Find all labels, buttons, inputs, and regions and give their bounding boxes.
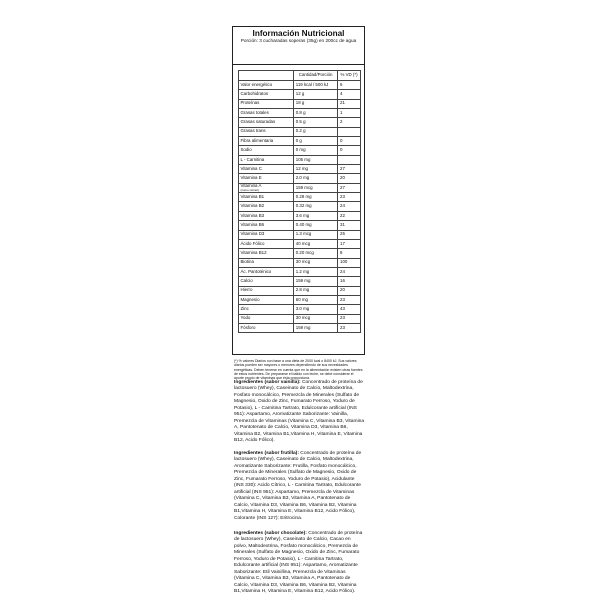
nutrient-name-text: Sodio [240, 147, 252, 153]
table-row [239, 202, 361, 211]
nutrient-name-text: Grasas trans [240, 128, 266, 134]
nutrient-name-text: Vitamina D3 [240, 231, 265, 237]
ingredients-label: Ingredientes (sabor vainilla): [234, 380, 301, 385]
nutrient-vd: 22 [338, 211, 361, 220]
nutrient-name [239, 323, 294, 332]
nutrient-name [239, 118, 294, 127]
nutrient-amount: 159 mg [294, 323, 338, 332]
ingredients-chocolate [234, 531, 365, 596]
nutrient-name-text: Biotina [240, 259, 254, 265]
nutrient-name-text: Fibra alimentaria [240, 137, 274, 143]
nutrient-vd: 43 [338, 305, 361, 314]
table-row [239, 109, 361, 118]
nutrient-vd: 21 [338, 99, 361, 108]
nutrient-amount: 0.5 g [294, 118, 338, 127]
nutrient-vd: 23 [338, 314, 361, 323]
nutrient-amount: 0.8 g [294, 109, 338, 118]
nutrient-name-text: Valor energético [240, 81, 273, 87]
nutrient-name-text: Zinc [240, 306, 249, 312]
nutrient-name-text: Yodo [240, 315, 251, 321]
nutrient-amount: 2.0 mg [294, 174, 338, 183]
nutrient-amount: 18 g [294, 99, 338, 108]
ingredients-text: Concentrado de proteína de lactosuero (Whey), Caseinato de Calcio, Maltodextrina, Fosfato monocálcico, Premezcla de Minerales (Sulfato de Magnesio, Oxido de Zinc, Fumarato Ferroso, Yoduro de Potasio), L - Carnitina Tartrato, Edulcorante artificial (INS 951): Aspartamo, Aromatizante Saborizante: Vainilla, Premezcla de Vitaminas (Vitamina C, Vitamina B3, Vitamina A, Pantotenato de Calcio, Vitamina D3, Vitamina B6, Vitamina B2, Vitamina B1,Vitamina H, Vitamina E, Vitamina B12, Acido Fólico). [234, 380, 365, 444]
header-vd: % VD (*) [338, 71, 361, 81]
nutrient-vd: 4 [338, 90, 361, 99]
nutrient-name-text: Ác. Pantoténico [240, 268, 272, 274]
table-row [239, 193, 361, 202]
nutrient-amount: 0.2 g [294, 127, 338, 136]
table-row [239, 314, 361, 323]
nutrient-amount: 159 mcg [294, 183, 338, 192]
table-row [239, 267, 361, 276]
nutrient-name-text: Vitamina A [240, 183, 262, 189]
nutrient-name [239, 193, 294, 202]
table-row [239, 277, 361, 286]
nutrient-name [239, 90, 294, 99]
portion-text: Porción: 3 cucharadas soperas (35g) en 200cc de agua [240, 38, 357, 43]
table-row [239, 174, 361, 183]
nutrient-name-text: Vitamina E [240, 175, 262, 181]
table-row [239, 323, 361, 332]
nutrient-vd: 2 [338, 118, 361, 127]
header-empty-cell [239, 71, 294, 81]
nutrient-name [239, 183, 294, 192]
nutrient-amount: 12 mg [294, 165, 338, 174]
nutrient-vd: 6 [338, 81, 361, 90]
nutrient-name [239, 155, 294, 164]
nutrient-name [239, 295, 294, 304]
nutrient-subtext: (como retinol) [240, 187, 259, 192]
nutrient-vd: 17 [338, 239, 361, 248]
ingredients-label: Ingredientes (sabor frutilla): [234, 451, 299, 456]
nutrient-name [239, 109, 294, 118]
table-row [239, 295, 361, 304]
nutrient-amount: 30 mcg [294, 258, 338, 267]
nutrient-vd: 27 [338, 165, 361, 174]
nutrient-amount: 159 mg [294, 277, 338, 286]
nutrition-facts-box [232, 26, 365, 355]
nutrient-vd: 24 [338, 267, 361, 276]
nutrient-name [239, 277, 294, 286]
nutrient-name-text: Hierro [240, 287, 253, 293]
table-row [239, 221, 361, 230]
table-row [239, 90, 361, 99]
nutrient-amount: 1.3 mcg [294, 230, 338, 239]
nutrient-vd [338, 127, 361, 136]
nutrient-name [239, 267, 294, 276]
nutrient-name [239, 174, 294, 183]
nutrient-amount: 1.2 mg [294, 267, 338, 276]
nutrient-name [239, 165, 294, 174]
footnote: (*) % valores Diarios con base a una dieta de 2000 kcal o 8400 kJ. Sus valores diarios pueden ser mayores o menores dependiendo de sus necesidades energéticas. Deben tenerse en cuenta que en la alimentación existen otras fuentes de estos nutrientes. De prepararse el batido con leche, se debe considerar el aporte propio de vitaminas que ésta proporciona. [234, 359, 363, 381]
nutrient-name [239, 305, 294, 314]
nutrient-name [239, 258, 294, 267]
nutrient-name [239, 230, 294, 239]
table-row [239, 155, 361, 164]
nutrient-name [239, 221, 294, 230]
nutrient-name [239, 127, 294, 136]
table-row [239, 99, 361, 108]
nutrient-name [239, 146, 294, 155]
table-row [239, 127, 361, 136]
nutrient-amount: 119 kcal / 500 kJ [294, 81, 338, 90]
nutrient-vd [338, 155, 361, 164]
nutrient-name-text: Proteínas [240, 100, 260, 106]
nutrient-name-text: Magnesio [240, 296, 260, 302]
ingredients-vanilla [234, 380, 365, 445]
nutrient-amount: 0 g [294, 137, 338, 146]
table-row [239, 165, 361, 174]
table-row [239, 118, 361, 127]
nutrient-name [239, 314, 294, 323]
nutrient-name [239, 249, 294, 258]
nutrient-name [239, 137, 294, 146]
nutrient-vd: 23 [338, 295, 361, 304]
nutrient-amount: 0 mg [294, 146, 338, 155]
table-row [239, 146, 361, 155]
table-row [239, 239, 361, 248]
nutrient-vd: 8 [338, 249, 361, 258]
nutrient-name [239, 202, 294, 211]
nutrient-name-text: Vitamina C [240, 165, 262, 171]
nutrient-name-text: Vitamina B6 [240, 221, 265, 227]
nutrient-name-text: Vitamina B3 [240, 212, 265, 218]
nutrient-amount: 40 mcg [294, 239, 338, 248]
header-amount: Cantidad/Porción [294, 71, 338, 81]
nutrient-vd: 16 [338, 277, 361, 286]
nutrient-amount: 3.6 mg [294, 211, 338, 220]
nutrient-name-text: L - Carnitina [240, 156, 265, 162]
table-row [239, 305, 361, 314]
nutrient-amount: 0.20 mcg [294, 249, 338, 258]
nutrient-amount: 3.0 mg [294, 305, 338, 314]
nutrient-vd: 27 [338, 183, 361, 192]
table-row [239, 249, 361, 258]
nutrition-title: Información Nutricional [252, 29, 345, 38]
nutrient-vd: 20 [338, 286, 361, 295]
nutrient-amount: 0.28 mg [294, 193, 338, 202]
ingredients-strawberry [234, 451, 365, 522]
ingredients-label: Ingredientes (sabor chocolate): [234, 531, 307, 536]
nutrient-name-text: Calcio [240, 277, 253, 283]
nutrient-amount: 105 mg [294, 155, 338, 164]
nutrient-vd: 25 [338, 230, 361, 239]
nutrient-amount: 2.8 mg [294, 286, 338, 295]
nutrient-amount: 60 mg [294, 295, 338, 304]
nutrient-name [239, 211, 294, 220]
table-row [239, 230, 361, 239]
nutrient-vd: 1 [338, 109, 361, 118]
nutrition-table [238, 70, 361, 333]
nutrient-name-text: Grasas saturadas [240, 119, 276, 125]
nutrition-label [232, 26, 366, 595]
nutrient-vd: 23 [338, 193, 361, 202]
nutrient-amount: 12 g [294, 90, 338, 99]
nutrition-header [233, 27, 364, 65]
nutrient-name-text: Ácido Fólico [240, 240, 265, 246]
ingredients-text: Concentrado de proteína de lactosuero (Whey), Caseinato de Calcio, Cacao en polvo, Maltodextrina, Fosfato monocálcico, Premezcla de Minerales (Sulfato de Magnesio, Oxido de Zinc, Fumarato Ferroso, Yoduro de Potasio), L - Carnitina Tartrato, Edulcorante artificial (INS 951): Aspartamo, Aromatizante Saborizante: Etil Vainillina, Premezcla de Vitaminas (Vitamina C, Vitamina B3, Vitamina A, Pantotenato de Calcio, Vitamina D3, Vitamina B6, Vitamina B2, Vitamina B1,Vitamina H, Vitamina E, Vitamina B12, Acido Fólico). [234, 531, 363, 595]
nutrient-vd: 31 [338, 221, 361, 230]
nutrient-name [239, 81, 294, 90]
table-row [239, 137, 361, 146]
table-header-row [239, 71, 361, 81]
table-row [239, 211, 361, 220]
nutrient-amount: 0.40 mg [294, 221, 338, 230]
nutrient-name-text: Vitamina B12 [240, 249, 267, 255]
nutrient-amount: 30 mcg [294, 314, 338, 323]
nutrient-vd: 20 [338, 174, 361, 183]
nutrient-name [239, 239, 294, 248]
nutrient-name-text: Grasas totales [240, 109, 269, 115]
nutrient-vd: 0 [338, 137, 361, 146]
nutrient-vd: 24 [338, 202, 361, 211]
nutrient-name-text: Vitamina B2 [240, 203, 265, 209]
nutrient-amount: 0.32 mg [294, 202, 338, 211]
table-row [239, 81, 361, 90]
table-row [239, 258, 361, 267]
nutrient-name-text: Vitamina B1 [240, 193, 265, 199]
nutrient-name [239, 286, 294, 295]
table-row [239, 286, 361, 295]
nutrient-vd: 100 [338, 258, 361, 267]
nutrient-name-text: Carbohidratos [240, 91, 269, 97]
nutrient-vd: 0 [338, 146, 361, 155]
nutrient-vd: 23 [338, 323, 361, 332]
nutrient-name-text: Fósforo [240, 324, 256, 330]
ingredients-text: Concentrado de proteína de lactosuero (Whey), Caseinato de Calcio, Maltodextrina, Aromatizante Saborizante: Frutilla, Fosfato monocálcico, Premezcla de Minerales (Sulfato de Magnesio, Oxido de Zinc, Fumarato Ferroso, Yoduro de Potasio), Acidulante (INS 330): Acido Cítrico, L - Carnitina Tartrato, Edulcorante artificial (INS 951): Aspartamo, Premezcla de Vitaminas (Vitamina C, Vitamina B3, Vitamina A, Pantotenato de Calcio, Vitamina D3, Vitamina B6, Vitamina B2, Vitamina B1,Vitamina H, Vitamina E, Vitamina B12, Acido Fólico), Colorante (INS 127): Eritrocina. [234, 451, 362, 521]
table-row [239, 183, 361, 192]
nutrient-name [239, 99, 294, 108]
